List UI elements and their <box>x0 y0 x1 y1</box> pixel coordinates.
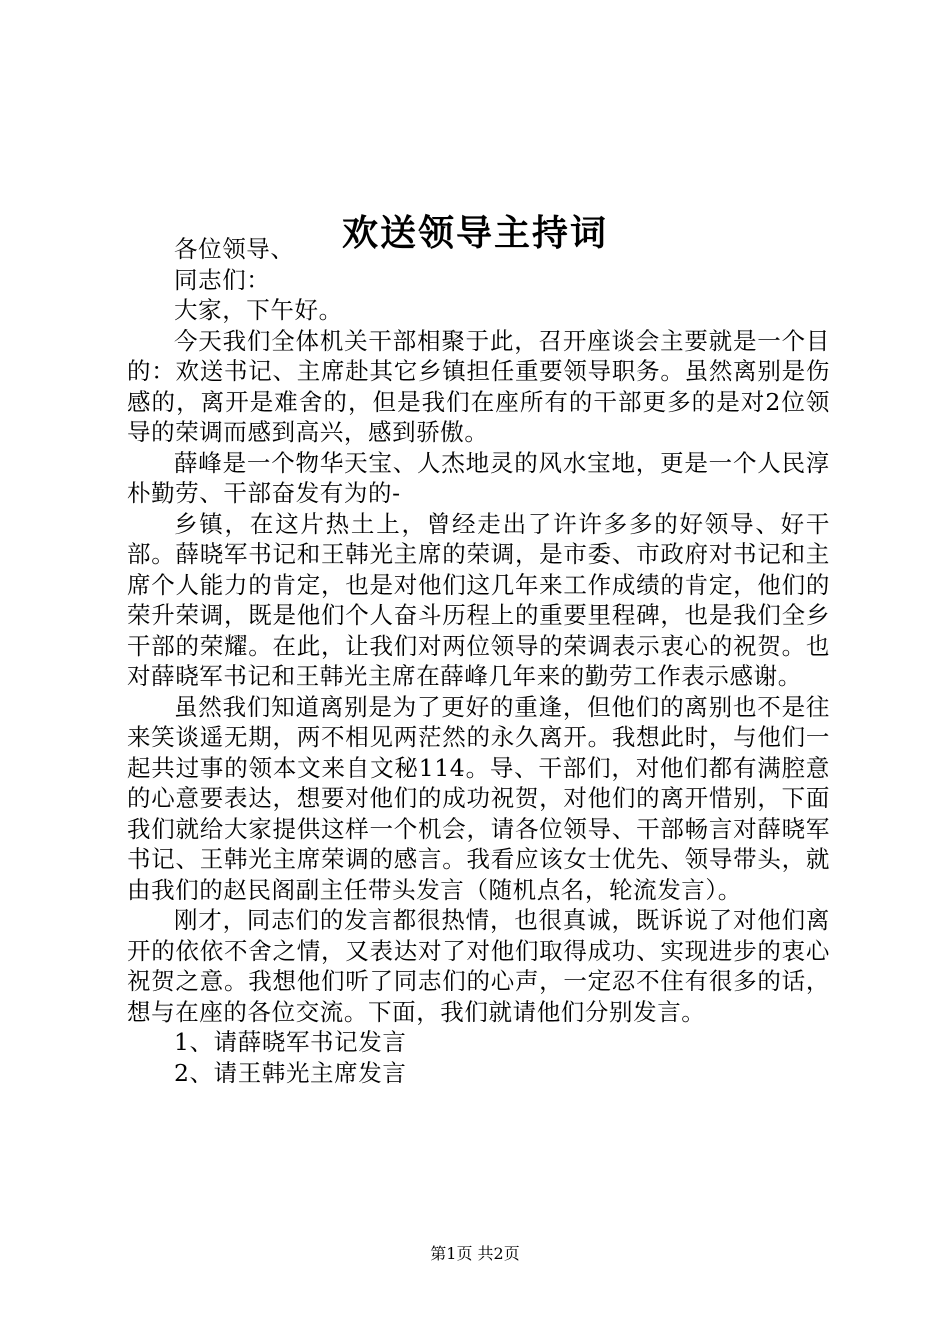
paragraph-xuefeng-intro: 薛峰是一个物华天宝、人杰地灵的风水宝地，更是一个人民淳朴勤劳、干部奋发有为的- <box>127 448 830 507</box>
agenda-item-1: 1、请薛晓军书记发言 <box>174 1028 407 1056</box>
paragraph-closing: 刚才，同志们的发言都很热情，也很真诚，既诉说了对他们离开的依依不舍之情，又表达对了对他们取得成功、实现进步的衷心祝贺之意。我想他们听了同志们的心声，一定忍不住有很多的话，想与在座的各位交流。下面，我们就请他们分别发言。 <box>127 906 830 1026</box>
paragraph-salutation-comrades: 同志们： <box>174 265 271 294</box>
document-title: 欢送领导主持词 <box>341 212 608 255</box>
paragraph-salutation-leaders: 各位领导、 <box>174 235 295 263</box>
agenda-item-2: 2、请王韩光主席发言 <box>174 1058 407 1087</box>
paragraph-greeting: 大家，下午好。 <box>174 296 343 324</box>
paragraph-purpose: 今天我们全体机关干部相聚于此，召开座谈会主要就是一个目的：欢送书记、主席赴其它乡镇担任重要领导职务。虽然离别是伤感的，离开是难舍的，但是我们在座所有的干部更多的是对2位领导的荣调而感到高兴，感到骄傲。 <box>127 326 830 446</box>
page-number-footer: 第1页 共2页 <box>430 1244 520 1263</box>
paragraph-farewell-speeches: 虽然我们知道离别是为了更好的重逢，但他们的离别也不是往来笑谈遥无期，两不相见两茫然的永久离开。我想此时，与他们一起共过事的领本文来自文秘114。导、干部们，对他们都有满腔意的心意要表达，想要对他们的成功祝贺，对他们的离开惜别，下面我们就给大家提供这样一个机会，请各位领导、干部畅言对薛晓军书记、王韩光主席荣调的感言。我看应该女士优先、领导带头，就由我们的赵民阁副主任带头发言（随机点名，轮流发言）。 <box>127 692 830 904</box>
paragraph-promotion: 乡镇，在这片热土上，曾经走出了许许多多的好领导、好干部。薛晓军书记和王韩光主席的荣调，是市委、市政府对书记和主席个人能力的肯定，也是对他们这几年来工作成绩的肯定，他们的荣升荣调，既是他们个人奋斗历程上的重要里程碑，也是我们全乡干部的荣耀。在此，让我们对两位领导的荣调表示衷心的祝贺。也对薛晓军书记和王韩光主席在薛峰几年来的勤劳工作表示感谢。 <box>127 509 830 690</box>
document-body <box>127 234 830 1088</box>
